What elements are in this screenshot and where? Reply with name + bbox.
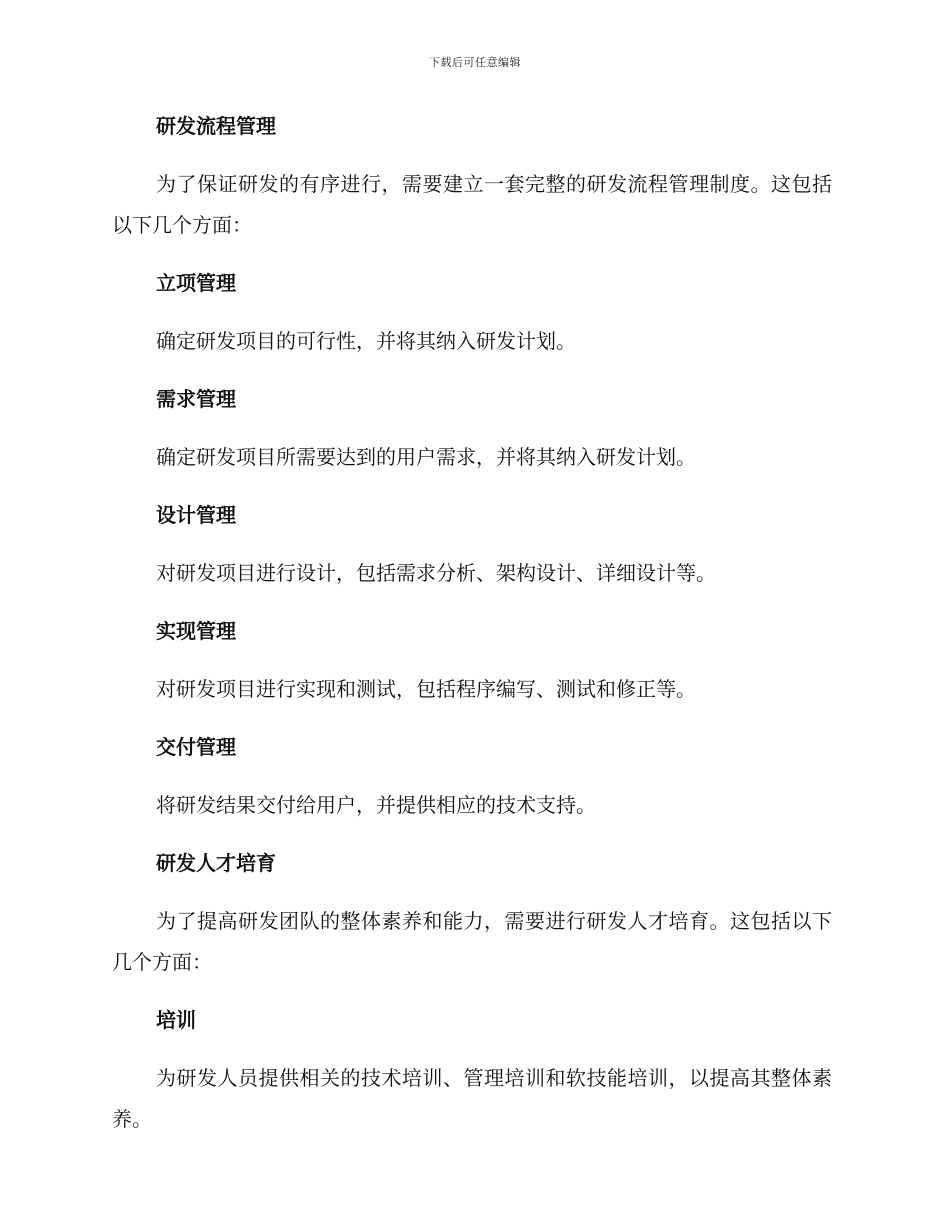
- section-heading: 立项管理: [156, 271, 236, 295]
- section-heading: 实现管理: [156, 619, 236, 643]
- paragraph: 确定研发项目的可行性，并将其纳入研发计划。: [156, 329, 576, 353]
- paragraph: 对研发项目进行实现和测试，包括程序编写、测试和修正等。: [156, 677, 696, 701]
- section-heading: 培训: [156, 1008, 196, 1032]
- paragraph: 为了保证研发的有序进行，需要建立一套完整的研发流程管理制度。这包括以下几个方面：: [112, 172, 832, 237]
- header-note: 下载后可任意编辑: [429, 56, 521, 69]
- document-body: [112, 110, 832, 1140]
- section-heading: 设计管理: [156, 503, 236, 527]
- section-heading: 研发人才培育: [156, 851, 276, 875]
- paragraph: 确定研发项目所需要达到的用户需求，并将其纳入研发计划。: [156, 445, 696, 469]
- paragraph: 将研发结果交付给用户，并提供相应的技术支持。: [156, 793, 596, 817]
- paragraph: 为研发人员提供相关的技术培训、管理培训和软技能培训，以提高其整体素养。: [112, 1066, 832, 1131]
- paragraph: 为了提高研发团队的整体素养和能力，需要进行研发人才培育。这包括以下几个方面：: [112, 909, 832, 974]
- section-heading: 交付管理: [156, 735, 236, 759]
- section-heading: 研发流程管理: [156, 114, 276, 138]
- paragraph: 对研发项目进行设计，包括需求分析、架构设计、详细设计等。: [156, 561, 716, 585]
- section-heading: 需求管理: [156, 387, 236, 411]
